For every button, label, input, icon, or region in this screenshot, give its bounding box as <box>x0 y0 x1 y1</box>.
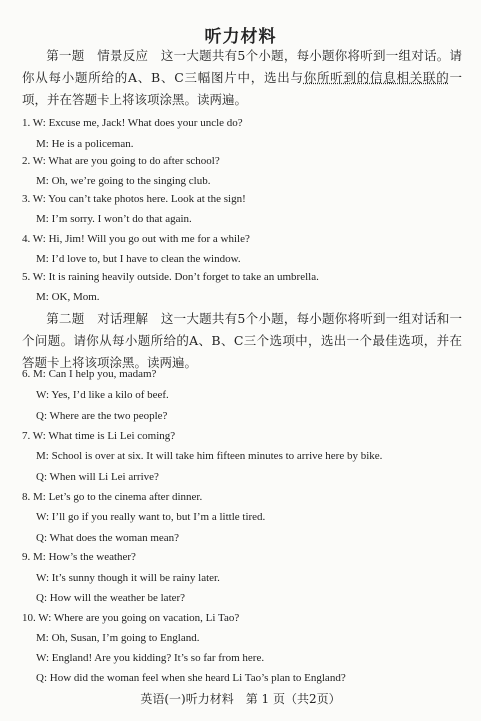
q9-question: Q: How will the weather be later? <box>36 592 186 604</box>
section2-intro <box>22 308 462 374</box>
q4-line-2: M: I’d love to, but I have to clean the window. <box>36 253 241 265</box>
q5-line-1: 5. W: It is raining heavily outside. Don’t forget to take an umbrella. <box>22 271 319 283</box>
q2-line-1: 2. W: What are you going to do after school? <box>22 155 220 167</box>
q8-question: Q: What does the woman mean? <box>36 532 180 544</box>
q8-line-1: 8. M: Let’s go to the cinema after dinner. <box>22 491 203 503</box>
q7-line-1: 7. W: What time is Li Lei coming? <box>22 430 176 442</box>
q1-line-1: 1. W: Excuse me, Jack! What does your uncle do? <box>22 117 243 129</box>
q7-question: Q: When will Li Lei arrive? <box>36 471 159 483</box>
section2-intro-text: 第二题 对话理解 这一大题共有5个小题，每小题你将听到一组对话和一个问题。请你从每小题所给的A、B、C三个选项中，选出一个最佳选项，并在答题卡上将该项涂黑。读两遍。 <box>22 311 462 370</box>
q2-line-2: M: Oh, we’re going to the singing club. <box>36 175 211 187</box>
q4-line-1: 4. W: Hi, Jim! Will you go out with me for a while? <box>22 233 250 245</box>
q9-line-1: 9. M: How’s the weather? <box>22 551 136 563</box>
q1-line-2: M: He is a policeman. <box>36 138 134 150</box>
q9-line-2: W: It’s sunny though it will be rainy later. <box>36 572 220 584</box>
q3-line-1: 3. W: You can’t take photos here. Look at the sign! <box>22 193 246 205</box>
q10-line-1: 10. W: Where are you going on vacation, Li Tao? <box>22 612 240 624</box>
q3-line-2: M: I’m sorry. I won’t do that again. <box>36 213 192 225</box>
q6-line-2: W: Yes, I’d like a kilo of beef. <box>36 389 169 401</box>
section1-intro <box>22 45 462 111</box>
q6-line-1: 6. M: Can I help you, madam? <box>22 368 157 380</box>
q8-line-2: W: I’ll go if you really want to, but I’m a little tired. <box>36 511 266 523</box>
q6-question: Q: Where are the two people? <box>36 410 168 422</box>
section1-intro-emphasis: 你所听到的信息相关联的 <box>303 70 450 85</box>
page-footer: 英语(一)听力材料 第 1 页（共2页） <box>140 692 341 706</box>
q10-line-2: M: Oh, Susan, I’m going to England. <box>36 632 200 644</box>
section1-intro-before: 第一题 情景反应 这一大题共有5个小题，每小题你将听到一组对话。请你从每小题所给的A、B、C三幅图片中，选出与 <box>22 48 462 85</box>
q5-line-2: M: OK, Mom. <box>36 291 100 303</box>
q10-question: Q: How did the woman feel when she heard Li Tao’s plan to England? <box>36 672 346 684</box>
q7-line-2: M: School is over at six. It will take him fifteen minutes to arrive here by bike. <box>36 450 383 462</box>
section1-intro-after: 一项，并在答题卡上将该项涂黑。读两遍。 <box>22 70 462 107</box>
q10-line-3: W: England! Are you kidding? It’s so far from here. <box>36 652 265 664</box>
page-title: 听力材料 <box>204 27 277 47</box>
